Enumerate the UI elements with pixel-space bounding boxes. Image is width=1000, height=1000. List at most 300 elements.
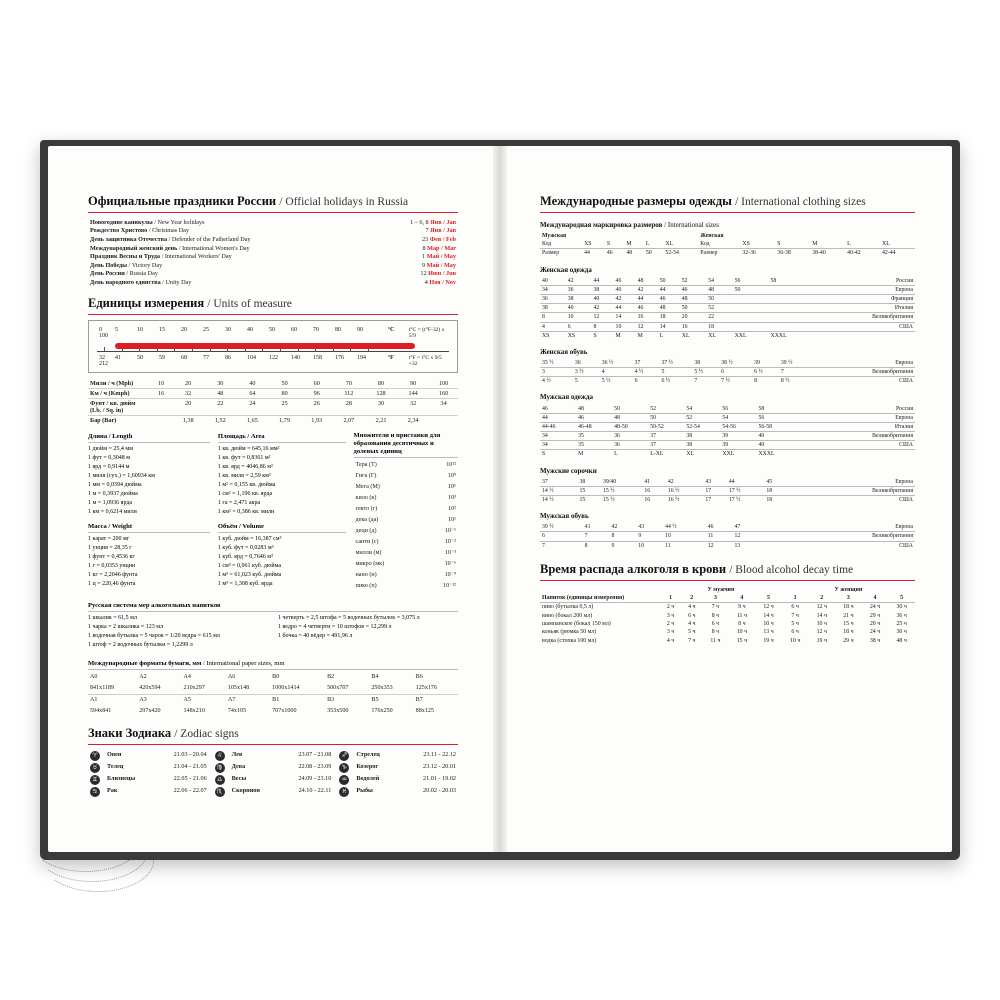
cell: 35 xyxy=(578,433,584,440)
f-tick: 68 xyxy=(181,354,187,361)
cell: 48-50 xyxy=(614,423,628,430)
cell: 6 ч xyxy=(688,612,696,619)
cell: 1,65 xyxy=(247,416,258,424)
paper-sizes-section xyxy=(88,659,458,717)
list-item xyxy=(337,786,458,798)
cell: 14 ч xyxy=(816,612,827,619)
prefix-name: санти (с) xyxy=(355,538,379,545)
cell: 44 xyxy=(637,296,644,303)
table-row xyxy=(354,504,458,515)
holiday-name-ru: День народного единства xyxy=(90,278,161,286)
table-row xyxy=(354,559,458,570)
c-tick: 5 xyxy=(115,326,118,333)
cell: 1,52 xyxy=(214,416,226,424)
cell: 34 xyxy=(542,433,548,440)
f-tick: 86 xyxy=(225,354,231,361)
alcohol-measures-title: Русская система мер алкогольных напитков xyxy=(88,601,458,612)
unit-col: 3 xyxy=(835,594,862,603)
cell: 4 ч xyxy=(688,604,696,611)
code-label: Код xyxy=(542,241,552,248)
cell: 39 xyxy=(722,442,729,449)
list-item: 1 штоф = 2 водочных бутылки = 1,2299 л xyxy=(88,641,193,648)
cell: 15 ч xyxy=(736,637,748,644)
cell: 37 xyxy=(634,359,641,366)
cell: M xyxy=(578,451,584,458)
list-item: 1 чарка = 2 шкалика = 123 мл xyxy=(88,623,164,630)
cell: 44 xyxy=(542,414,548,421)
cell: 52-54 xyxy=(665,250,679,257)
cell: 41 xyxy=(644,478,651,485)
cell: 48 xyxy=(659,305,666,312)
table-row xyxy=(88,261,458,270)
cell: 10 xyxy=(150,379,172,389)
cell: 58 xyxy=(770,277,777,284)
cell: 8 xyxy=(754,378,757,385)
cell: 841x1189 xyxy=(88,683,137,695)
list-item: 1 кг = 2,2046 фунта xyxy=(88,571,138,578)
list-item: 1 ярд = 0,9144 м xyxy=(88,463,130,470)
list-item xyxy=(213,750,334,762)
cell: 37 ½ xyxy=(661,359,674,366)
cell: 88x125 xyxy=(415,707,434,714)
cell: 9 xyxy=(611,542,615,549)
right-page xyxy=(500,146,952,852)
cell: 48 xyxy=(681,296,688,303)
cell: XL xyxy=(708,332,716,339)
table-row xyxy=(540,611,915,619)
cell: 22 xyxy=(708,314,715,321)
zodiac-name: Скорпион xyxy=(231,786,260,794)
cell: 5 ч xyxy=(791,621,799,627)
mens-clothing-table xyxy=(540,404,915,458)
table-row xyxy=(540,413,915,422)
fahrenheit-formula: t°F = t°C x 9/5 +32 xyxy=(408,354,442,367)
table-row xyxy=(88,227,458,236)
zodiac-column-2 xyxy=(213,750,334,798)
cell: 56-58 xyxy=(758,423,772,430)
cell: 12 ч xyxy=(763,604,774,611)
zodiac-dates: 20.02 - 20.03 xyxy=(423,786,457,794)
units-section xyxy=(88,296,458,592)
cell: 50 xyxy=(645,250,652,257)
cell: 12 xyxy=(637,323,644,330)
group-title-mens-clothing: Мужская одежда xyxy=(540,393,594,402)
zodiac-dates: 24.10 - 22.11 xyxy=(298,786,332,794)
cell: 46 xyxy=(615,277,622,284)
country: Европа xyxy=(895,286,913,293)
prefix-name: гекто (г) xyxy=(355,505,378,512)
cell: 2,07 xyxy=(343,416,355,424)
zodiac-title-ru: Знаки Зодиака xyxy=(88,725,172,740)
womens-label: Женская xyxy=(700,233,724,240)
cell: 4 ч xyxy=(666,637,675,644)
cell: A3 xyxy=(139,696,147,703)
holiday-name-en: / New Year holidays xyxy=(154,218,205,226)
size-label: Размер xyxy=(700,250,718,257)
cell: 24 xyxy=(236,398,268,415)
table-row xyxy=(88,415,458,425)
cell: 70 xyxy=(333,379,365,389)
cell: 50 xyxy=(614,405,620,412)
list-item: 1 дюйм = 25,4 мм xyxy=(88,445,134,452)
cell: 3 xyxy=(542,369,545,376)
table-row xyxy=(354,482,458,493)
table-row xyxy=(354,581,458,592)
table-row xyxy=(540,620,915,628)
cell: 36 xyxy=(574,359,581,366)
clothing-section xyxy=(540,194,915,550)
alcohol-decay-section xyxy=(540,562,915,645)
cell: XXXL xyxy=(770,332,787,339)
cell: 10 ч xyxy=(763,621,774,627)
cell: 176x250 xyxy=(371,707,393,714)
f-tick: 32 xyxy=(99,354,105,361)
cell: 3 ч xyxy=(666,629,675,636)
cell: 56 xyxy=(722,405,729,412)
cell: 36 ч xyxy=(896,612,907,619)
cell: XXL xyxy=(722,451,735,458)
cell: 105x148 xyxy=(226,683,270,695)
country: Великобритания xyxy=(872,487,913,494)
c-tick: 0 xyxy=(99,326,102,333)
list-item: 1 водочная бутылка = 5 чарок = 1/20 ведра = 615 мл xyxy=(88,632,220,639)
cell: 7 xyxy=(584,533,588,540)
length-mass-column xyxy=(88,432,210,592)
zodiac-dates: 23.12 - 20.01 xyxy=(423,762,457,770)
cell: 8 xyxy=(593,323,597,330)
cell: 13 ч xyxy=(763,629,774,636)
cell: A6 xyxy=(227,673,236,680)
cell: 13 xyxy=(734,542,741,549)
cell: 10 xyxy=(665,533,671,540)
holiday-date: 12 xyxy=(420,270,427,278)
drink-name: водка (стопка 100 мл) xyxy=(542,637,597,644)
c-tick: 25 xyxy=(203,326,209,333)
alcohol-title-en: / Blood alcohol decay time xyxy=(729,563,854,576)
cell: 2,34 xyxy=(407,416,419,424)
cell: 46 xyxy=(606,250,613,257)
country xyxy=(814,331,915,340)
holiday-name-ru: Международный женский день xyxy=(90,244,178,252)
cell: 24 ч xyxy=(869,604,881,611)
prefix-value: 10⁻³ xyxy=(444,549,456,556)
table-row xyxy=(354,548,458,559)
table-row xyxy=(540,249,915,258)
cell: 14 ч xyxy=(763,612,774,619)
country: США xyxy=(899,497,913,504)
cell: 14 ½ xyxy=(542,497,554,504)
cell: 14 ½ xyxy=(542,487,554,494)
table-row xyxy=(354,526,458,537)
list-item: 1 м² = 0,155 кв. дюйма xyxy=(217,481,276,488)
zodiac-column-1 xyxy=(88,750,209,798)
cell: 52 xyxy=(681,277,688,284)
cell: 14 xyxy=(615,314,622,321)
cell: 18 xyxy=(766,487,773,494)
holiday-month: Май / May xyxy=(426,253,456,261)
cell: 20 ч xyxy=(869,621,881,627)
cell: L xyxy=(645,241,650,248)
list-item: 1 ц = 220,46 фунта xyxy=(88,580,136,587)
cell: 353x500 xyxy=(327,707,349,714)
men-label: У мужчин xyxy=(707,586,735,593)
list-item: 1 унция = 28,35 г xyxy=(88,544,132,551)
table-row xyxy=(354,515,458,526)
cell: 42-44 xyxy=(882,250,896,257)
cell: 128 xyxy=(365,388,397,398)
cell: 36 xyxy=(567,286,574,293)
zodiac-dates: 23.07 - 21.08 xyxy=(298,750,332,758)
drink-name: коньяк (рюмка 50 мл) xyxy=(542,629,597,636)
country: Европа xyxy=(895,524,913,531)
cell: 3 ½ xyxy=(574,369,584,376)
holiday-month: Янв / Jan xyxy=(430,218,456,226)
cell: A7 xyxy=(227,696,236,703)
prefix-value: 10¹ xyxy=(448,516,456,523)
zodiac-glyph-icon: ♏ xyxy=(215,787,225,797)
clothing-subtitle xyxy=(540,221,915,229)
c-tick: 80 xyxy=(335,326,341,333)
prefix-name: Мега (М) xyxy=(355,483,380,490)
list-item: 1 м = 0,3937 дюйма xyxy=(88,490,138,497)
cell: 40 xyxy=(593,296,600,303)
cell: L xyxy=(847,241,851,248)
table-row xyxy=(540,495,915,504)
cell: 56 xyxy=(758,414,765,421)
table-row xyxy=(88,694,458,706)
list-item: 1 миля (сух.) = 1,60934 км xyxy=(88,472,155,479)
units-title xyxy=(88,296,458,315)
cell: 40-42 xyxy=(847,250,861,257)
cell: 64 xyxy=(236,388,268,398)
length-title: Длина / Length xyxy=(88,432,210,443)
cell: 12 xyxy=(734,533,741,540)
cell: 48 xyxy=(204,388,236,398)
holidays-title-ru: Официальные праздники России xyxy=(88,194,277,208)
units-title-ru: Единицы измерения xyxy=(88,295,205,310)
zodiac-title-en: / Zodiac signs xyxy=(174,727,239,740)
cell: 17 xyxy=(705,487,712,494)
cell: S xyxy=(542,451,546,458)
cell: 50 xyxy=(708,296,715,303)
country: Великобритания xyxy=(872,433,913,440)
cell: 35 xyxy=(578,442,584,449)
table-row xyxy=(354,471,458,482)
cell: 36-38 xyxy=(777,250,791,257)
cell: 15 ½ xyxy=(603,487,615,494)
paper-sizes-table xyxy=(88,672,458,717)
table-row xyxy=(540,450,915,459)
clothing-subtitle-ru: Международная маркировка размеров xyxy=(540,221,663,229)
paper-sizes-title xyxy=(88,659,458,670)
table-row xyxy=(540,523,915,532)
cell: 6 ½ xyxy=(661,378,671,385)
holiday-month: Июн / Jun xyxy=(428,270,456,278)
prefix-name: деци (д) xyxy=(355,527,377,534)
cell: 47 xyxy=(734,524,741,531)
zodiac-name: Телец xyxy=(107,762,124,770)
cell: 7 ч xyxy=(688,637,696,644)
holiday-month: Мар / Mar xyxy=(427,244,456,252)
prefixes-list xyxy=(354,432,458,592)
prefix-value: 10⁹ xyxy=(447,472,456,479)
zodiac-dates: 22.06 - 22.07 xyxy=(173,786,207,794)
zodiac-name: Стрелец xyxy=(356,750,380,758)
cell: 100 xyxy=(429,379,458,389)
cell: 8 xyxy=(542,314,545,321)
cell: 12 ч xyxy=(816,604,827,611)
cell: 44 xyxy=(584,250,590,257)
table-row xyxy=(354,460,458,471)
drink-name: вино (бокал 200 мл) xyxy=(542,612,593,619)
cell: 6 ч xyxy=(791,629,799,636)
cell: 50 xyxy=(659,277,666,284)
cell: 24 ч xyxy=(869,629,881,636)
cell: XS xyxy=(584,241,592,248)
list-item xyxy=(88,774,209,786)
cell: 90 xyxy=(397,379,429,389)
cell: A0 xyxy=(90,673,98,680)
table-row xyxy=(540,594,915,603)
alcohol-decay-title xyxy=(540,562,915,581)
celsius-unit: °C xyxy=(387,326,395,333)
cell: 54 xyxy=(686,405,693,412)
drink-name: шампанское (бокал 150 мл) xyxy=(542,621,611,627)
list-item: 1 км² = 0,386 кв. мили xyxy=(217,508,275,515)
women-label: У женщин xyxy=(834,586,863,593)
f-tick: 122 xyxy=(269,354,278,361)
area-list xyxy=(218,432,346,517)
cell: 52 xyxy=(686,414,693,421)
cell: 54 xyxy=(708,277,715,284)
table-row xyxy=(540,285,915,294)
cell: 96 xyxy=(301,388,333,398)
cell: 6 ч xyxy=(791,604,799,611)
zodiac-glyph-icon: ♌ xyxy=(215,751,225,761)
table-row xyxy=(354,493,458,504)
prefix-name: нано (н) xyxy=(355,571,377,578)
prefix-value: 10⁶ xyxy=(447,483,456,490)
cell: 44 xyxy=(615,305,622,312)
prefix-name: пико (п) xyxy=(355,582,377,589)
cell: XS xyxy=(742,241,750,248)
cell: 30 ч xyxy=(896,629,907,636)
cell: 6 ½ xyxy=(754,369,763,376)
cell: 41 xyxy=(584,524,591,531)
paper-title-en: / International paper sizes, mm xyxy=(202,659,285,667)
cell: 1000x1414 xyxy=(270,683,325,695)
prefix-name: кило (к) xyxy=(355,494,377,501)
cell: 12 xyxy=(707,542,714,549)
prefix-value: 10¹² xyxy=(446,461,456,468)
cell: 30 xyxy=(204,379,236,389)
cell: 60 xyxy=(301,379,333,389)
cell: B6 xyxy=(415,673,423,680)
thermometer-widget xyxy=(88,320,458,373)
prefixes-table xyxy=(354,460,458,592)
list-item xyxy=(213,774,334,786)
list-item: 1 кв. ярд = 4046,86 м² xyxy=(217,463,273,470)
zodiac-name: Весы xyxy=(231,774,247,782)
table-row xyxy=(540,441,915,450)
prefix-value: 10⁻² xyxy=(444,538,456,545)
cell: 42 xyxy=(637,286,644,293)
country: Европа xyxy=(895,478,913,485)
cell: 297x420 xyxy=(139,707,161,714)
list-item: 1 кв. фут = 0,8361 м² xyxy=(217,454,271,461)
cell: 40 xyxy=(567,305,574,312)
unit-col: 1 xyxy=(660,594,681,603)
c-tick: 10 xyxy=(137,326,143,333)
cell: 125x176 xyxy=(414,683,458,695)
holiday-date: 1 xyxy=(422,253,426,261)
zodiac-name: Лев xyxy=(231,750,243,758)
zodiac-name: Близнецы xyxy=(107,774,136,782)
cell: L xyxy=(659,332,664,339)
cell: 16 xyxy=(644,487,651,494)
row-label: Бар (Bar) xyxy=(90,416,117,424)
volume-title: Объём / Volume xyxy=(218,522,346,533)
mens-shirts-table xyxy=(540,478,915,505)
cell: 44 xyxy=(728,478,735,485)
table-row xyxy=(540,628,915,636)
holidays-title-en: / Official holidays in Russia xyxy=(279,196,409,208)
cell: XL xyxy=(882,241,890,248)
zodiac-columns xyxy=(88,750,458,798)
cell: B5 xyxy=(371,696,379,703)
list-item: 1 м³ = 1,308 куб. ярда xyxy=(217,580,273,587)
cell: XL xyxy=(686,451,695,458)
cell: 20 xyxy=(172,398,204,415)
cell: 15 ч xyxy=(843,621,854,627)
cell: 4 xyxy=(542,323,545,330)
cell: 7 xyxy=(694,378,698,385)
table-row xyxy=(540,541,915,550)
table-row xyxy=(540,532,915,541)
zodiac-section xyxy=(88,726,458,798)
group-title-mens-shirts: Мужские сорочки xyxy=(540,466,597,475)
cell: 22 xyxy=(204,398,236,415)
holiday-name-ru: День Победы xyxy=(90,261,128,269)
cell: 20 xyxy=(681,314,688,321)
cell: 39 ½ xyxy=(542,524,554,531)
unit-col: 4 xyxy=(862,594,889,603)
cell: 56 xyxy=(734,277,741,284)
cell: 38 ½ xyxy=(721,359,733,366)
alcohol-measures-left xyxy=(88,614,268,650)
f-tick: 77 xyxy=(203,354,209,361)
notebook-pages xyxy=(48,146,952,852)
cell: 34 xyxy=(542,286,548,293)
paper-title-ru: Международные форматы бумаги, мм xyxy=(88,659,202,667)
mens-shoes-table xyxy=(540,523,915,550)
cell: 32-36 xyxy=(742,250,756,257)
country: Италия xyxy=(894,423,913,430)
zodiac-glyph-icon: ♋ xyxy=(90,787,100,797)
table-row xyxy=(540,377,915,386)
cell: 2 ч xyxy=(666,621,675,627)
list-item: 1 шкалик = 61,5 мл xyxy=(88,614,137,621)
c-tick: 40 xyxy=(247,326,253,333)
cell: 36 ½ xyxy=(601,359,614,366)
f-tick: 194 xyxy=(357,354,366,361)
list-item: 1 четверть = 2,5 штофа = 5 водочных бутылок = 3,075 л xyxy=(278,614,420,621)
cell: 7 ч xyxy=(791,612,799,619)
cell: 37 xyxy=(542,478,548,485)
table-row xyxy=(540,331,915,340)
unit-col: 5 xyxy=(888,594,915,603)
cell: L xyxy=(614,451,618,458)
